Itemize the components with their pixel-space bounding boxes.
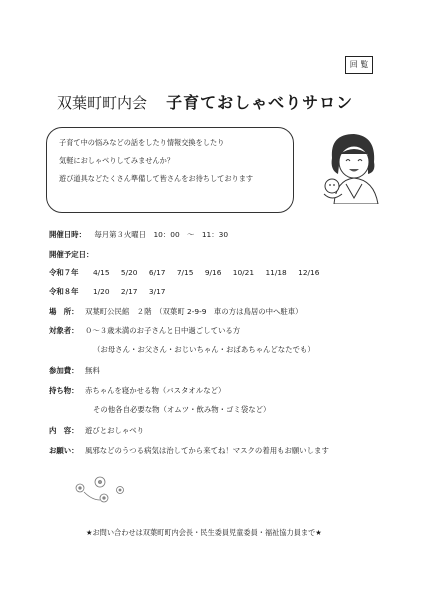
fee-row [49, 366, 100, 376]
bring-note: その他各自必要な物（オムツ・飲み物・ゴミ袋など） [93, 405, 271, 414]
r7-label: 令和７年 [49, 268, 79, 277]
schedule-row [49, 230, 228, 240]
mother-baby-illustration [318, 128, 386, 204]
content-label: 内 容： [49, 426, 79, 435]
date: 12/16 [298, 268, 320, 277]
page-title: 子育ておしゃべりサロン [166, 93, 354, 112]
date: 5/20 [120, 268, 138, 277]
intro-line: 気軽におしゃべりしてみませんか？ [59, 156, 175, 165]
schedule-value: 毎月第３火曜日 10：00 ～ 11：30 [94, 230, 229, 239]
intro-line: 遊び道具などたくさん準備して皆さんをお待ちしております [59, 174, 254, 183]
target-row [49, 326, 240, 336]
date: 1/20 [92, 287, 110, 296]
r8-label: 令和８年 [49, 287, 79, 296]
request-row [49, 446, 329, 456]
planned-label: 開催予定日： [49, 250, 94, 259]
date: 4/15 [92, 268, 110, 277]
date: 11/18 [265, 268, 287, 277]
place-row [49, 307, 303, 317]
bring-label: 持ち物： [49, 386, 79, 395]
organization-name: 双葉町町内会 [57, 94, 148, 112]
request-value: 風邪などのうつる病気は治してから来てね！マスクの着用もお願いします [84, 446, 329, 455]
place-value: 双葉町公民館 ２階 （双葉町 2-9-9 車の方は鳥居の中へ駐車） [84, 307, 303, 316]
intro-box [46, 127, 294, 213]
content-value: 遊びとおしゃべり [84, 426, 145, 435]
r7-dates-row [49, 268, 328, 278]
fee-label: 参加費： [49, 366, 79, 375]
planned-row [49, 250, 93, 260]
r8-dates-row [49, 287, 174, 297]
bring-value: 赤ちゃんを寝かせる物（バスタオルなど） [84, 386, 226, 395]
date: 9/16 [204, 268, 222, 277]
flower-decoration [70, 474, 130, 508]
target-label: 対象者： [49, 326, 79, 335]
target-value: ０～３歳未満のお子さんと日中過ごしている方 [84, 326, 241, 335]
circulation-badge: 回 覧 [345, 56, 373, 74]
fee-value: 無料 [84, 366, 100, 375]
header [57, 90, 353, 113]
contact-footer: ★お問い合わせは双葉町町内会長・民生委員児童委員・福祉協力員まで★ [86, 528, 322, 537]
intro-line: 子育て中の悩みなどの話をしたり情報交換をしたり [59, 138, 225, 147]
date: 10/21 [232, 268, 255, 277]
date: 6/17 [148, 268, 166, 277]
bring-row [49, 386, 225, 396]
date: 3/17 [148, 287, 166, 296]
date: 7/15 [176, 268, 194, 277]
target-note: （お母さん・お父さん・おじいちゃん・おばあちゃんどなたでも） [93, 345, 315, 354]
place-label: 場 所： [49, 307, 79, 316]
date: 2/17 [120, 287, 138, 296]
schedule-label: 開催日時： [49, 230, 86, 239]
content-row [49, 426, 144, 436]
request-label: お願い： [49, 446, 79, 455]
